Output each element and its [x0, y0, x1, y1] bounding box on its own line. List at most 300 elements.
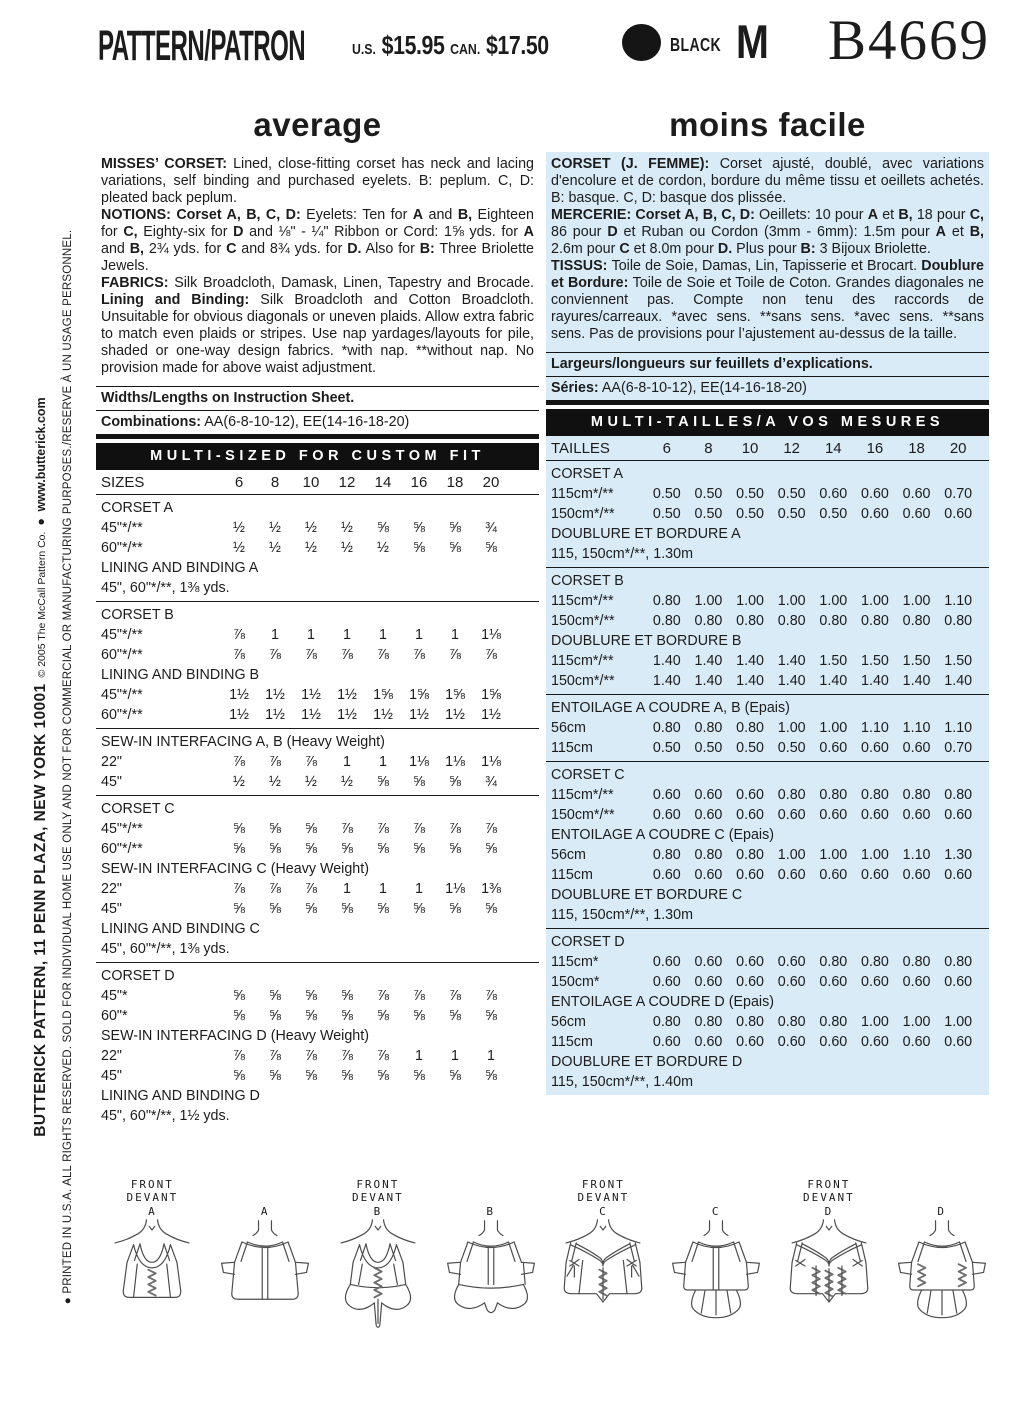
- yardage-value: 0.60: [861, 807, 889, 823]
- yardage-value: 0.60: [777, 954, 806, 970]
- yardage-value: 1½: [481, 707, 501, 723]
- paragraph-garment-description: MISSES’ CORSET: Lined, close-fitting corset has neck and lacing variations, self binding and purchased eyelets. B: peplum. C, D: pleated back peplum.: [101, 156, 534, 206]
- yardage-value: 1⅝: [481, 687, 501, 703]
- yardage-value: 1½: [265, 687, 285, 703]
- yardage-value: 1: [343, 881, 351, 897]
- yardage-value: ⅝: [377, 901, 389, 917]
- combinations-value: AA(6-8-10-12), EE(14-16-18-20): [204, 414, 410, 430]
- row-width-label: 45"*/**: [101, 821, 143, 837]
- yardage-value: 0.60: [819, 974, 848, 990]
- yardage-value: 1½: [409, 707, 429, 723]
- table-row: [551, 651, 979, 671]
- table-group-heading: CORSET D: [101, 968, 175, 984]
- thick-divider: [96, 434, 539, 439]
- yardage-value: 0.80: [777, 613, 806, 629]
- row-width-label: 115cm*: [551, 954, 599, 970]
- yardage-value: 0.60: [944, 867, 973, 883]
- yardage-value: ⅝: [341, 988, 353, 1004]
- yardage-value: 1: [379, 754, 387, 770]
- yardage-value: ½: [305, 774, 317, 790]
- corset-d-back-illustration: [894, 1218, 990, 1338]
- yardage-value: 0.80: [819, 613, 848, 629]
- yardage-value: ⅝: [449, 774, 461, 790]
- corset-c-back-illustration: [668, 1218, 764, 1338]
- row-width-label: 56cm: [551, 1014, 586, 1030]
- table-section: [96, 963, 539, 1129]
- yardage-value: 1.00: [944, 1014, 973, 1030]
- yardage-value: 0.60: [694, 787, 723, 803]
- row-width-label: 115cm: [551, 1034, 593, 1050]
- yardage-value: 0.60: [777, 807, 806, 823]
- yardage-value: 0.60: [694, 974, 723, 990]
- yardage-value: 0.80: [819, 954, 848, 970]
- yardage-value: ⅝: [449, 1008, 461, 1024]
- table-group-heading: SEW-IN INTERFACING C (Heavy Weight): [101, 861, 369, 877]
- price-us-label: U.S.: [352, 41, 376, 58]
- yardage-value: 1.00: [902, 593, 931, 609]
- yardage-value: ⅝: [449, 841, 461, 857]
- ink-color-swatch-icon: [622, 24, 661, 61]
- yardage-value: 0.50: [736, 740, 764, 756]
- yardage-value: 0.80: [861, 613, 889, 629]
- yardage-value: ⅝: [305, 821, 317, 837]
- yardage-value: ⅝: [413, 1008, 425, 1024]
- row-width-label: 115cm*/**: [551, 593, 614, 609]
- yardage-value: ⅞: [485, 821, 497, 837]
- table-note: 45", 60"*/**, 1½ yds.: [101, 1108, 230, 1124]
- yardage-value: ⅝: [305, 901, 317, 917]
- yardage-value: 0.80: [819, 787, 848, 803]
- yardage-value: 0.60: [736, 867, 764, 883]
- website-text: www.butterick.com: [34, 397, 48, 512]
- table-group-heading: ENTOILAGE A COUDRE C (Epais): [551, 827, 774, 843]
- table-row: [551, 972, 979, 992]
- yardage-value: ⅞: [377, 988, 389, 1004]
- yardage-value: 0.60: [944, 807, 973, 823]
- yardage-value: ¾: [485, 520, 497, 536]
- yardage-value: 1: [379, 627, 387, 643]
- yardage-table-fr: [546, 409, 989, 1095]
- price-line: [352, 30, 549, 61]
- pattern-patron-label: PATTERN/PATRON: [98, 22, 306, 70]
- series-value: AA(6-8-10-12), EE(14-16-18-20): [601, 380, 807, 396]
- table-note: 45", 60"*/**, 1⅜ yds.: [101, 941, 230, 957]
- table-row: [551, 845, 979, 865]
- yardage-value: ⅝: [269, 1008, 281, 1024]
- yardage-value: 0.60: [902, 740, 931, 756]
- yardage-value: ⅞: [413, 821, 425, 837]
- yardage-value: ⅞: [449, 821, 461, 837]
- yardage-value: 1: [415, 1048, 423, 1064]
- table-row: [101, 518, 509, 538]
- figure-label: A: [260, 1204, 270, 1218]
- table-row: [551, 805, 979, 825]
- table-section: [96, 796, 539, 963]
- yardage-value: 0.60: [861, 740, 889, 756]
- yardage-value: ⅝: [341, 1008, 353, 1024]
- sizes-header-row: SIZES 6 8 10 12 14 16 18 20: [96, 470, 539, 495]
- yardage-value: ½: [269, 774, 281, 790]
- yardage-value: 0.60: [944, 1034, 973, 1050]
- bullet-icon: ●: [34, 518, 48, 526]
- yardage-value: ⅞: [485, 647, 497, 663]
- yardage-value: 0.80: [861, 954, 889, 970]
- yardage-value: ⅞: [305, 754, 317, 770]
- table-row: [551, 1032, 979, 1052]
- yardage-value: 1⅝: [373, 687, 393, 703]
- yardage-value: 0.80: [736, 847, 764, 863]
- yardage-value: 1.10: [902, 720, 931, 736]
- yardage-value: ⅝: [413, 841, 425, 857]
- corset-a-back-illustration: [217, 1218, 313, 1338]
- yardage-value: ⅞: [485, 988, 497, 1004]
- yardage-value: 1½: [373, 707, 393, 723]
- yardage-value: 0.60: [902, 807, 931, 823]
- figure-a-front: [96, 1176, 209, 1343]
- yardage-value: 1⅝: [409, 687, 429, 703]
- yardage-value: 0.60: [861, 867, 889, 883]
- row-width-label: 150cm*/**: [551, 673, 615, 689]
- row-width-label: 115cm: [551, 740, 593, 756]
- widths-note: Widths/Lengths on Instruction Sheet.: [96, 386, 539, 410]
- table-title-en: MULTI-SIZED FOR CUSTOM FIT: [96, 443, 539, 470]
- yardage-value: 1.00: [777, 720, 806, 736]
- yardage-value: 1⅛: [445, 754, 465, 770]
- yardage-value: 0.60: [777, 1034, 806, 1050]
- yardage-value: 1½: [265, 707, 285, 723]
- yardage-value: 0.60: [944, 506, 973, 522]
- row-width-label: 150cm*/**: [551, 613, 615, 629]
- yardage-value: ⅝: [305, 841, 317, 857]
- yardage-value: 0.80: [652, 720, 681, 736]
- yardage-value: 1.40: [652, 653, 681, 669]
- yardage-value: ½: [341, 540, 353, 556]
- figure-label: FRONT DEVANT B: [352, 1177, 404, 1218]
- yardage-value: 0.50: [777, 740, 806, 756]
- row-width-label: 60"*/**: [101, 540, 143, 556]
- figure-d-front: [773, 1176, 886, 1343]
- table-group-heading: DOUBLURE ET BORDURE B: [551, 633, 742, 649]
- yardage-value: ⅞: [233, 647, 245, 663]
- yardage-value: ⅝: [485, 1008, 497, 1024]
- paragraph-mercerie: MERCERIE: Corset A, B, C, D: Oeillets: 10 pour A et B, 18 pour C, 86 pour D et Ruban ou Cordon (3mm - 6mm): 1.5m pour A et B, 2.6m pour C et 8.0m pour D. Plus pour B: 3 Bijoux Briolette.: [551, 207, 984, 257]
- yardage-value: 0.60: [861, 974, 889, 990]
- table-row: [551, 591, 979, 611]
- yardage-value: 0.70: [944, 486, 973, 502]
- yardage-value: 0.50: [652, 740, 681, 756]
- yardage-value: 0.60: [652, 867, 681, 883]
- yardage-value: 0.80: [819, 1014, 848, 1030]
- price-can-value: $17.50: [485, 30, 549, 60]
- yardage-value: 0.60: [652, 1034, 681, 1050]
- yardage-value: ⅝: [485, 1068, 497, 1084]
- widths-note-fr: Largeurs/longueurs sur feuillets d’explications.: [546, 352, 989, 376]
- yardage-value: 1½: [229, 687, 249, 703]
- yardage-value: ⅝: [413, 901, 425, 917]
- yardage-value: ⅝: [233, 1008, 245, 1024]
- yardage-value: ⅝: [377, 774, 389, 790]
- table-group-heading: DOUBLURE ET BORDURE D: [551, 1054, 743, 1070]
- yardage-value: 0.80: [736, 720, 764, 736]
- yardage-value: ⅝: [485, 901, 497, 917]
- yardage-value: ⅞: [269, 881, 281, 897]
- yardage-value: ⅝: [233, 1068, 245, 1084]
- yardage-value: ⅞: [377, 647, 389, 663]
- yardage-value: 1.50: [861, 653, 889, 669]
- yardage-value: 1: [271, 627, 279, 643]
- yardage-value: 0.60: [652, 787, 681, 803]
- yardage-value: 0.70: [944, 740, 973, 756]
- row-width-label: 60"*/**: [101, 647, 143, 663]
- yardage-value: 1: [379, 881, 387, 897]
- row-width-label: 150cm*/**: [551, 807, 615, 823]
- yardage-value: 0.60: [652, 954, 681, 970]
- row-width-label: 45"*/**: [101, 627, 143, 643]
- yardage-value: 0.80: [777, 787, 806, 803]
- table-row: [101, 538, 509, 558]
- yardage-value: 0.80: [652, 847, 681, 863]
- row-width-label: 115cm: [551, 867, 593, 883]
- series-row: [546, 376, 989, 400]
- yardage-value: 1.00: [777, 847, 806, 863]
- publisher-address: BUTTERICK PATTERN, 11 PENN PLAZA, NEW YORK 10001: [32, 683, 49, 1137]
- yardage-value: 1.00: [861, 847, 889, 863]
- table-row: [101, 986, 509, 1006]
- figure-label: FRONT DEVANT A: [126, 1177, 179, 1218]
- yardage-value: ⅞: [269, 647, 281, 663]
- row-width-label: 115cm*/**: [551, 787, 614, 803]
- sidebar-legal-line: ● PRINTED IN U.S.A. ALL RIGHTS RESERVED. SOLD FOR INDIVIDUAL HOME USE ONLY AND NOT FOR COMMERCIAL OR MANUFACTURING PURPOSES./RESERVE À UN USAGE PERSONNEL.: [62, 229, 74, 1305]
- pattern-number: B4669: [828, 9, 991, 72]
- yardage-value: 1.50: [902, 653, 931, 669]
- yardage-value: ½: [341, 774, 353, 790]
- yardage-value: 0.50: [819, 506, 848, 522]
- table-row: [101, 879, 509, 899]
- yardage-value: 1.40: [694, 653, 723, 669]
- yardage-value: 1: [343, 627, 351, 643]
- row-width-label: 56cm: [551, 847, 586, 863]
- yardage-value: 1: [415, 627, 423, 643]
- yardage-value: 0.50: [777, 506, 806, 522]
- yardage-value: 0.50: [652, 506, 681, 522]
- table-row: [551, 785, 979, 805]
- yardage-value: 0.60: [652, 807, 681, 823]
- yardage-value: 0.50: [694, 740, 723, 756]
- yardage-value: 0.60: [819, 867, 848, 883]
- series-label: Séries:: [551, 380, 599, 396]
- table-group-heading: SEW-IN INTERFACING D (Heavy Weight): [101, 1028, 369, 1044]
- table-group-heading: SEW-IN INTERFACING A, B (Heavy Weight): [101, 734, 385, 750]
- yardage-value: ⅝: [413, 1068, 425, 1084]
- row-width-label: 56cm: [551, 720, 586, 736]
- table-title-fr: MULTI-TAILLES/A VOS MESURES: [546, 409, 989, 436]
- yardage-value: 0.60: [694, 867, 723, 883]
- yardage-value: ⅞: [341, 821, 353, 837]
- table-row: [101, 1046, 509, 1066]
- table-group-heading: LINING AND BINDING C: [101, 921, 260, 937]
- corset-c-front-illustration: [555, 1218, 651, 1338]
- yardage-value: 0.60: [902, 1034, 931, 1050]
- yardage-value: ⅞: [305, 1048, 317, 1064]
- yardage-value: ⅝: [413, 520, 425, 536]
- yardage-value: 1.10: [944, 593, 973, 609]
- table-row: [101, 839, 509, 859]
- yardage-value: ⅝: [233, 841, 245, 857]
- yardage-value: 1: [343, 754, 351, 770]
- yardage-value: 1.40: [902, 673, 931, 689]
- yardage-value: 0.80: [736, 613, 764, 629]
- yardage-value: ⅞: [233, 881, 245, 897]
- yardage-value: 1.40: [736, 653, 764, 669]
- table-section: [546, 762, 989, 929]
- table-section: [546, 929, 989, 1095]
- table-group-heading: ENTOILAGE A COUDRE D (Epais): [551, 994, 774, 1010]
- yardage-value: ⅝: [449, 520, 461, 536]
- table-note: 115, 150cm*/**, 1.40m: [551, 1074, 693, 1090]
- yardage-value: 0.60: [777, 974, 806, 990]
- yardage-value: 0.60: [819, 486, 848, 502]
- yardage-value: 1: [307, 627, 315, 643]
- yardage-value: ⅝: [377, 841, 389, 857]
- yardage-value: ½: [341, 520, 353, 536]
- yardage-value: ⅞: [377, 821, 389, 837]
- row-width-label: 150cm*: [551, 974, 600, 990]
- yardage-value: ⅞: [233, 754, 245, 770]
- yardage-value: 1: [487, 1048, 495, 1064]
- figure-b-back: [434, 1176, 547, 1343]
- yardage-value: 1⅛: [481, 754, 501, 770]
- table-group-heading: LINING AND BINDING A: [101, 560, 259, 576]
- corset-b-front-illustration: [330, 1218, 426, 1338]
- yardage-value: ⅝: [269, 821, 281, 837]
- yardage-value: 0.50: [694, 506, 723, 522]
- yardage-value: 1½: [301, 687, 321, 703]
- table-row: [101, 899, 509, 919]
- english-description-block: [96, 152, 539, 439]
- yardage-value: ⅝: [341, 1068, 353, 1084]
- yardage-value: 0.80: [694, 720, 723, 736]
- yardage-value: 1.50: [944, 653, 973, 669]
- yardage-value: 1½: [337, 707, 357, 723]
- row-width-label: 115cm*/**: [551, 653, 614, 669]
- combinations-row: [96, 410, 539, 434]
- table-row: [101, 1066, 509, 1086]
- yardage-value: ⅞: [233, 627, 245, 643]
- yardage-value: 0.80: [736, 1014, 764, 1030]
- row-width-label: 45": [101, 1068, 122, 1084]
- french-description-block: [546, 152, 989, 405]
- yardage-value: 0.60: [902, 486, 931, 502]
- yardage-value: 1.00: [819, 593, 848, 609]
- paragraph-fabrics: FABRICS: Silk Broadcloth, Damask, Linen, Tapestry and Brocade. Lining and Binding: Silk Broadcloth and Cotton Broadcloth. Unsuitable for obvious diagonals or uneven plaids. Allow extra fabric to match even plaids or stripes. Use nap yardages/layouts for pile, shaded or one-way design fabrics. *with nap. **without nap. No provision made for above waist adjustment.: [101, 275, 534, 376]
- row-width-label: 150cm*/**: [551, 506, 615, 522]
- table-row: [101, 685, 509, 705]
- yardage-value: 0.80: [902, 787, 931, 803]
- figure-a-back: [209, 1176, 322, 1343]
- figure-b-front: [322, 1176, 435, 1343]
- yardage-value: 1.00: [694, 593, 723, 609]
- yardage-value: ⅞: [305, 881, 317, 897]
- yardage-value: 0.80: [902, 613, 931, 629]
- row-width-label: 60"*: [101, 1008, 128, 1024]
- yardage-value: 0.60: [736, 974, 764, 990]
- yardage-value: ⅞: [305, 647, 317, 663]
- yardage-value: 0.60: [861, 1034, 889, 1050]
- yardage-value: ½: [305, 520, 317, 536]
- table-note: 115, 150cm*/**, 1.30m: [551, 546, 693, 562]
- yardage-value: 0.80: [861, 787, 889, 803]
- table-group-heading: CORSET B: [551, 573, 624, 589]
- yardage-value: ½: [269, 540, 281, 556]
- figure-label: D: [937, 1204, 946, 1218]
- yardage-value: 1.30: [944, 847, 973, 863]
- yardage-value: 1½: [337, 687, 357, 703]
- yardage-value: 1.40: [694, 673, 723, 689]
- yardage-value: ⅞: [377, 1048, 389, 1064]
- yardage-value: 0.80: [694, 847, 723, 863]
- yardage-value: 1.00: [736, 593, 764, 609]
- yardage-value: 1.00: [777, 593, 806, 609]
- yardage-value: 0.60: [861, 486, 889, 502]
- yardage-value: 1⅛: [445, 881, 465, 897]
- yardage-value: 0.60: [902, 506, 931, 522]
- yardage-value: 0.60: [694, 954, 723, 970]
- figure-d-back: [885, 1176, 998, 1343]
- yardage-value: 1.40: [777, 673, 806, 689]
- row-width-label: 45": [101, 774, 122, 790]
- yardage-value: 1.40: [736, 673, 764, 689]
- yardage-value: ⅝: [269, 1068, 281, 1084]
- yardage-value: ⅝: [269, 841, 281, 857]
- table-row: [551, 952, 979, 972]
- table-body-en: [96, 495, 539, 1129]
- yardage-value: 0.80: [694, 1014, 723, 1030]
- table-row: [551, 484, 979, 504]
- yardage-value: ⅝: [413, 774, 425, 790]
- yardage-value: 0.50: [736, 486, 764, 502]
- figure-label: FRONT DEVANT D: [803, 1177, 855, 1218]
- yardage-value: 1.40: [777, 653, 806, 669]
- yardage-value: ⅝: [233, 821, 245, 837]
- table-group-heading: CORSET D: [551, 934, 625, 950]
- yardage-value: 0.50: [777, 486, 806, 502]
- yardage-value: 1.10: [861, 720, 889, 736]
- yardage-value: ⅝: [413, 540, 425, 556]
- table-group-heading: CORSET C: [101, 801, 175, 817]
- yardage-value: ⅝: [377, 1068, 389, 1084]
- yardage-value: 1.40: [819, 673, 848, 689]
- yardage-value: 1.10: [944, 720, 973, 736]
- yardage-value: ⅝: [269, 901, 281, 917]
- yardage-value: ½: [269, 520, 281, 536]
- yardage-value: ⅝: [341, 841, 353, 857]
- yardage-value: 0.80: [652, 613, 681, 629]
- table-row: [551, 738, 979, 758]
- yardage-value: 0.60: [736, 807, 764, 823]
- yardage-value: 1.00: [861, 593, 889, 609]
- yardage-value: ⅞: [341, 1048, 353, 1064]
- yardage-value: ⅞: [269, 754, 281, 770]
- table-group-heading: LINING AND BINDING D: [101, 1088, 260, 1104]
- yardage-value: 1⅛: [409, 754, 429, 770]
- yardage-value: ⅝: [269, 988, 281, 1004]
- corset-b-back-illustration: [443, 1218, 539, 1338]
- table-row: [101, 1006, 509, 1026]
- yardage-value: 1⅜: [481, 881, 501, 897]
- yardage-value: 0.80: [902, 954, 931, 970]
- table-row: [551, 504, 979, 524]
- yardage-value: 0.60: [944, 974, 973, 990]
